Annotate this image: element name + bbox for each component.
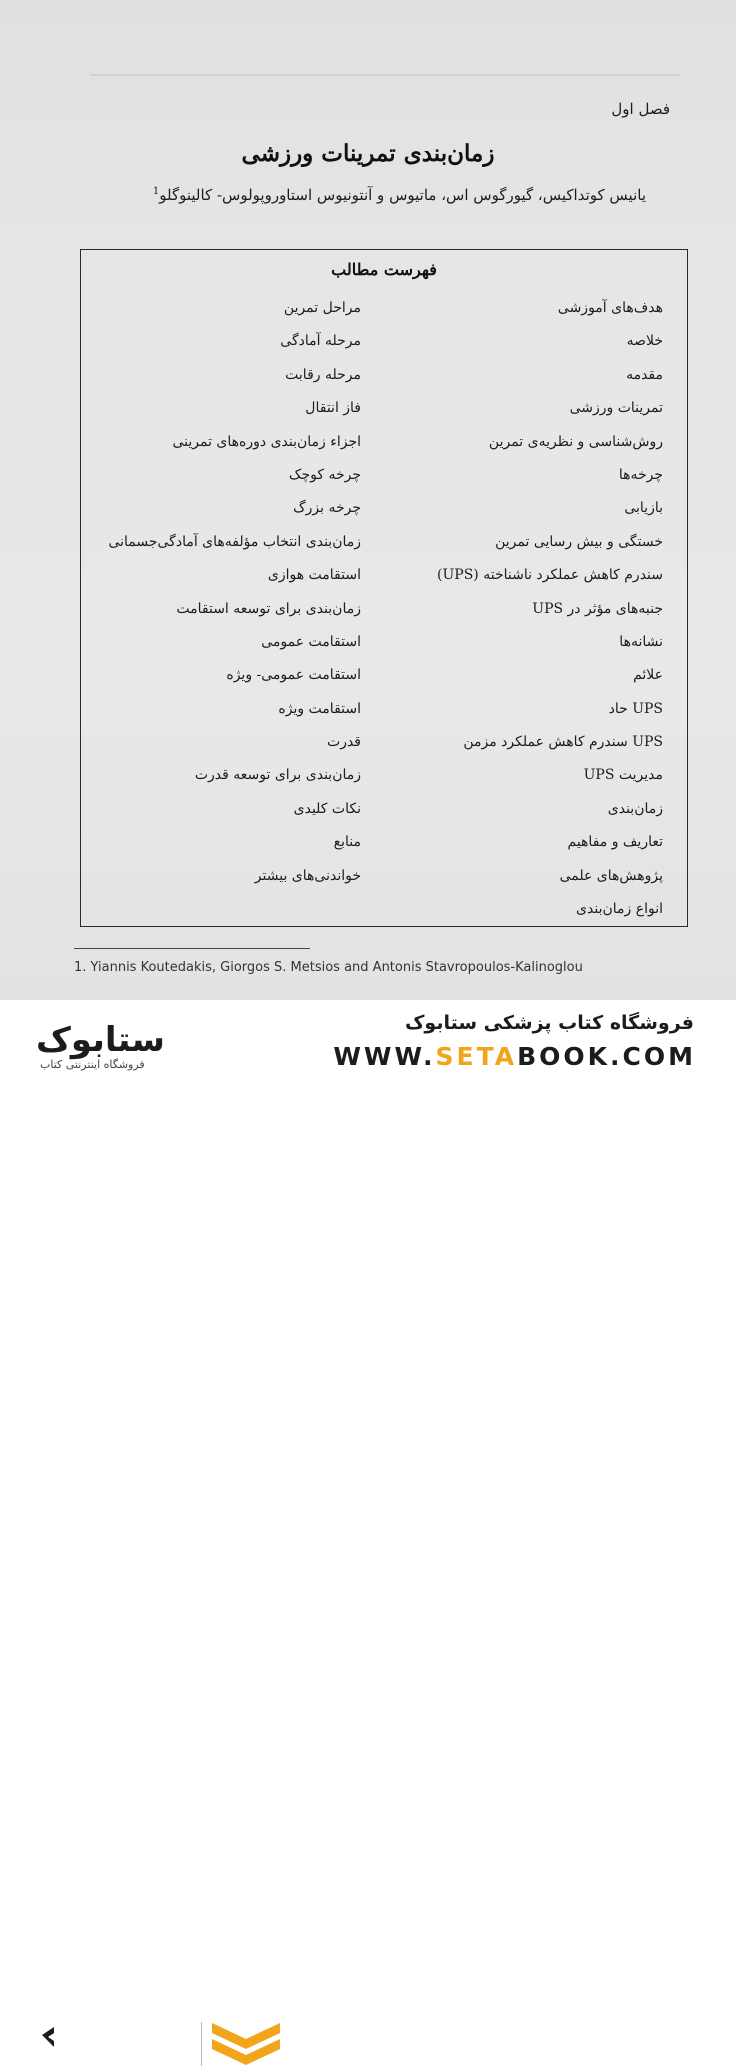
toc-entry: چرخه کوچک [288,466,361,483]
footnote-mark: 1 [152,186,160,197]
toc-entry: چرخه‌ها [618,466,663,483]
table-of-contents [80,249,688,927]
toc-entry: زمان‌بندی انتخاب مؤلفه‌های آمادگی‌جسمانی [108,533,361,550]
toc-entry: روش‌شناسی و نظریه‌ی تمرین [488,433,663,450]
toc-entry: قدرت [327,734,361,751]
toc-heading: فهرست مطالب [331,260,437,279]
toc-entry: انواع زمان‌بندی [576,901,663,918]
store-name: فروشگاه کتاب پزشکی ستابوک [404,1012,694,1034]
toc-entry: خستگی و بیش رسایی تمرین [495,533,663,550]
toc-entry: جنبه‌های مؤثر در UPS [532,600,663,617]
toc-entry: پژوهش‌های علمی [559,867,663,884]
toc-entry: استقامت عمومی- ویژه [226,667,361,684]
toc-left-column [91,292,361,893]
toc-entry: مدیریت UPS [583,767,663,784]
toc-entry: تمرینات ورزشی [569,400,663,417]
toc-entry: سندرم کاهش عملکرد ناشناخته (UPS) [437,567,663,584]
toc-entry: مرحله آمادگی [280,333,361,350]
logo-divider [201,2022,202,2066]
toc-entry: استقامت هوازی [267,567,361,584]
website-url[interactable] [333,1042,696,1071]
logo-text: ستابوک [36,1020,165,1060]
toc-entry: UPS حاد [608,700,663,717]
toc-right-column [373,292,663,926]
authors-text: یانیس کوتداکیس، گیورگوس اس، ماتیوس و آنتونیوس استاوروپولوس- کالینوگلو [159,186,646,204]
website-prefix: WWW. [333,1042,436,1071]
toc-entry: زمان‌بندی [607,800,663,817]
toc-entry: علائم [633,667,663,684]
toc-entry: فاز انتقال [305,400,361,417]
footnote: 1. Yiannis Koutedakis, Giorgos S. Metsios and Antonis Stavropoulos-Kalinoglou [74,960,583,975]
toc-entry: خواندنی‌های بیشتر [254,867,361,884]
chapter-label: فصل اول [611,100,670,118]
authors-line [153,186,646,204]
toc-entry: منابع [333,834,361,851]
toc-entry: استقامت عمومی [261,633,361,650]
website-accent: SETA [435,1042,518,1071]
toc-entry: هدف‌های آموزشی [557,300,663,316]
toc-entry: چرخه بزرگ [293,500,361,517]
toc-entry: خلاصه [626,333,663,350]
toc-entry: نشانه‌ها [619,633,663,650]
toc-entry: زمان‌بندی برای توسعه قدرت [194,767,361,784]
toc-entry: تعاریف و مفاهیم [567,834,663,851]
footnote-divider [74,948,310,949]
website-suffix: BOOK.COM [517,1042,696,1071]
logo-subtitle: فروشگاه اینترنتی کتاب [40,1058,145,1071]
toc-entry: اجزاء زمان‌بندی دوره‌های تمرینی [172,433,361,450]
toc-entry: UPS سندرم کاهش عملکرد مزمن [463,734,663,751]
toc-entry: مرحله رقابت [285,366,361,383]
bleed-through-header [90,60,680,76]
toc-entry: مقدمه [626,366,663,383]
toc-entry: نکات کلیدی [293,800,361,817]
book-page [0,0,736,1000]
toc-entry: زمان‌بندی برای توسعه استقامت [176,600,361,617]
chapter-title: زمان‌بندی تمرینات ورزشی [241,140,495,167]
toc-entry: مراحل تمرین [283,300,361,316]
toc-entry: استقامت ویژه [278,700,361,717]
toc-entry: بازیابی [624,500,663,517]
setabook-logo-icon [40,2017,290,2069]
